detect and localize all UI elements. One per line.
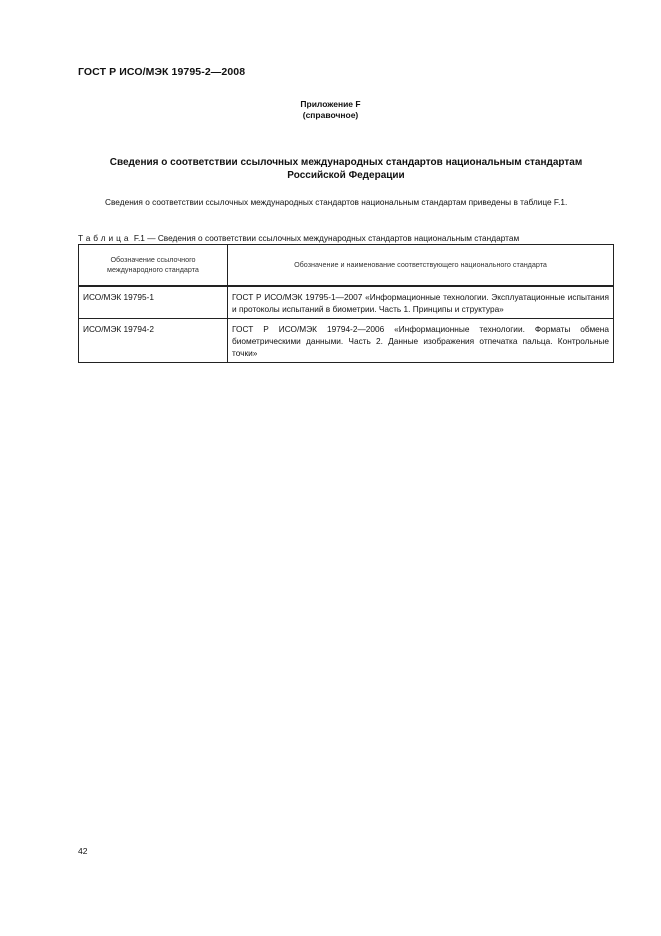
table-caption (78, 233, 614, 244)
table-row (79, 319, 614, 363)
header-national-standard: Обозначение и наименование соответствующего национального стандарта (228, 245, 614, 287)
table-caption-label: Таблица (78, 233, 132, 243)
intro-paragraph: Сведения о соответствии ссылочных международных стандартов национальным стандартам приведены в таблице F.1. (105, 197, 568, 207)
document-header: ГОСТ Р ИСО/МЭК 19795-2—2008 (78, 66, 246, 78)
section-title (78, 156, 614, 182)
appendix-status: (справочное) (302, 109, 359, 120)
reference-standard-cell: ИСО/МЭК 19794-2 (79, 319, 228, 363)
appendix-heading (0, 99, 661, 120)
table-row (79, 286, 614, 319)
appendix-title: Приложение F (300, 99, 361, 109)
section-title-line-2: Российской Федерации (287, 170, 405, 181)
national-standard-cell: ГОСТ Р ИСО/МЭК 19794-2—2006 «Информационные технологии. Форматы обмена биометрическими данными. Часть 2. Данные изображения отпечатка пальца. Контрольные точки» (228, 319, 614, 363)
national-standard-cell: ГОСТ Р ИСО/МЭК 19795-1—2007 «Информационные технологии. Эксплуатационные испытания и протоколы испытаний в биометрии. Часть 1. Принципы и структура» (228, 286, 614, 319)
correspondence-table (78, 244, 614, 363)
page-number: 42 (78, 846, 88, 856)
header-reference-standard: Обозначение ссылочного международного стандарта (79, 245, 228, 287)
reference-standard-cell: ИСО/МЭК 19795-1 (79, 286, 228, 319)
table-caption-text: F.1 — Сведения о соответствии ссылочных международных стандартов национальным стандартам (133, 233, 520, 243)
section-title-line-1: Сведения о соответствии ссылочных международных стандартов национальным стандартам (109, 157, 583, 168)
table-header-row (79, 245, 614, 287)
